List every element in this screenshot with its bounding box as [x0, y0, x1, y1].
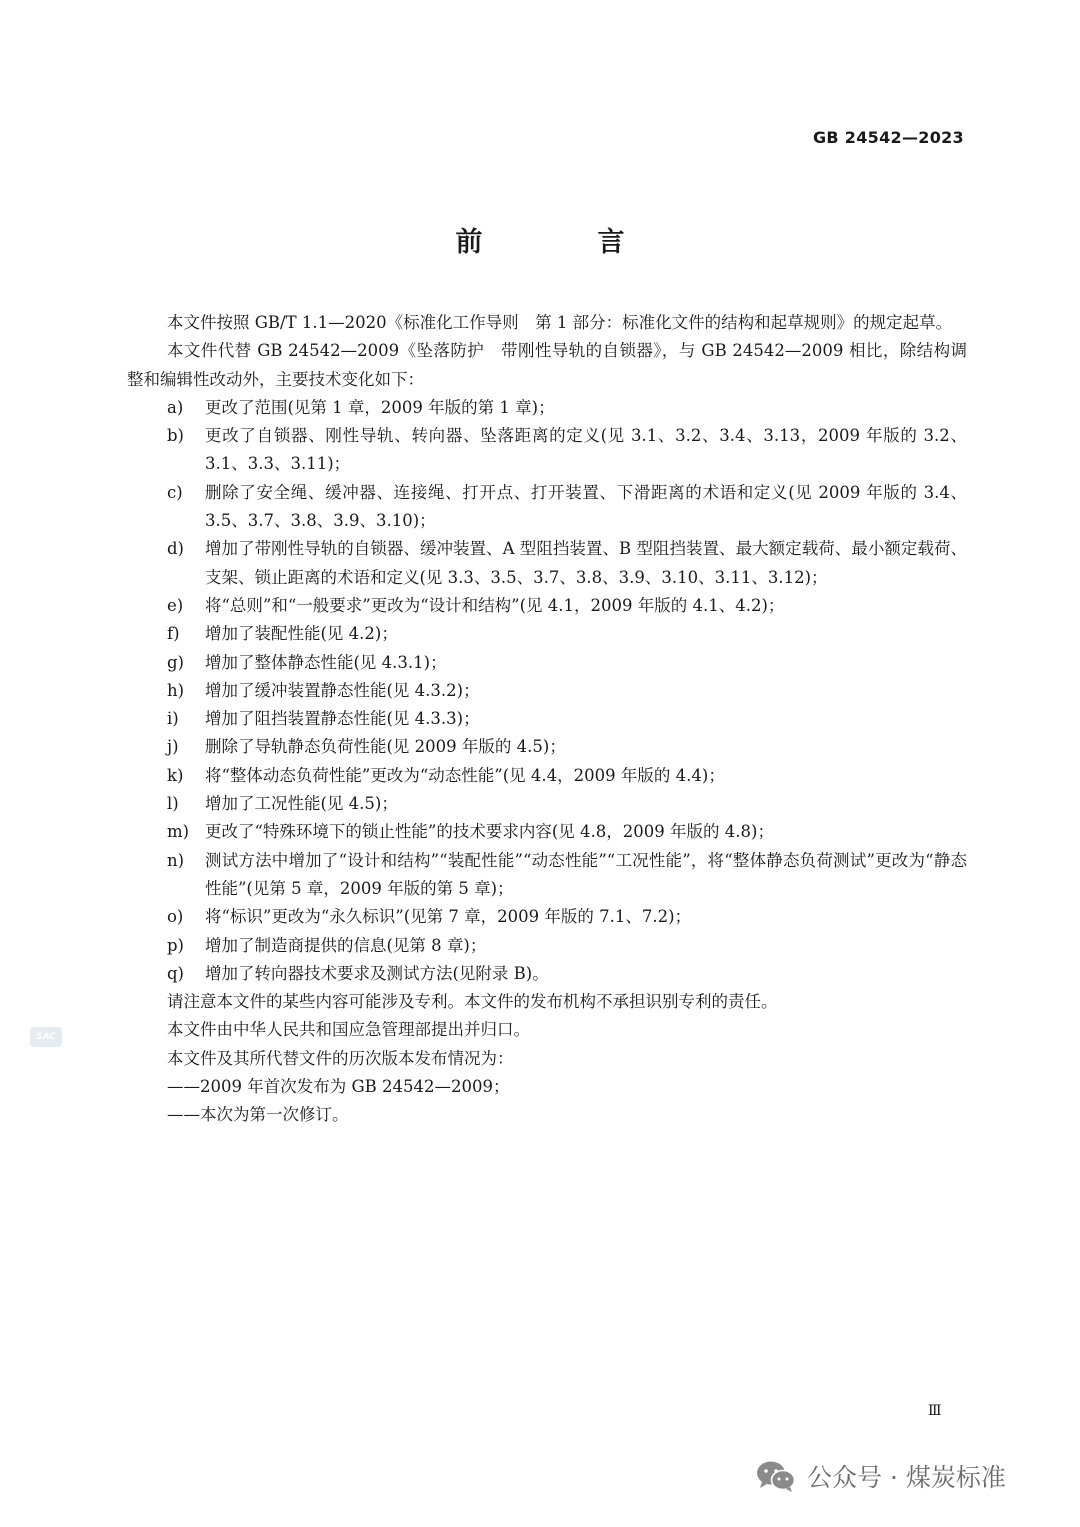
list-label: p)	[167, 935, 184, 955]
list-item	[127, 790, 967, 818]
list-item	[127, 762, 967, 790]
list-item	[127, 394, 967, 422]
list-text: 增加了转向器技术要求及测试方法(见附录 B)。	[205, 963, 549, 983]
list-text: 增加了缓冲装置静态性能(见 4.3.2)；	[205, 680, 480, 700]
list-item	[127, 847, 967, 904]
list-label: k)	[167, 765, 184, 785]
list-label: b)	[167, 426, 184, 446]
list-item	[127, 620, 967, 648]
list-item	[127, 932, 967, 960]
list-text: 测试方法中增加了“设计和结构”“装配性能”“动态性能”“工况性能”，将“整体静态负荷测试”更改为“静态性能”(见第 5 章，2009 年版的第 5 章)；	[205, 850, 967, 898]
history-item: ——本次为第一次修订。	[167, 1105, 349, 1125]
list-text: 将“总则”和“一般要求”更改为“设计和结构”(见 4.1，2009 年版的 4.1、4.2)；	[205, 595, 785, 615]
list-label: l)	[167, 794, 179, 814]
list-label: g)	[167, 652, 184, 672]
list-text: 增加了制造商提供的信息(见第 8 章)；	[205, 935, 487, 955]
list-label: f)	[167, 624, 180, 644]
document-body	[127, 309, 967, 1130]
list-item	[127, 733, 967, 761]
list-label: d)	[167, 539, 184, 559]
list-label: h)	[167, 680, 185, 700]
sac-watermark: SAC	[30, 1027, 62, 1047]
list-text: 删除了安全绳、缓冲器、连接绳、打开点、打开装置、下滑距离的术语和定义(见 2009 年版的 3.4、3.5、3.7、3.8、3.9、3.10)；	[205, 482, 967, 531]
list-label: m)	[167, 822, 190, 842]
list-item	[127, 677, 967, 705]
list-text: 增加了整体静态性能(见 4.3.1)；	[205, 652, 447, 672]
list-text: 增加了带刚性导轨的自锁器、缓冲装置、A 型阻挡装置、B 型阻挡装置、最大额定载荷、最小额定载荷、支架、锁止距离的术语和定义(见 3.3、3.5、3.7、3.8、3.9、3.10、3.11、3.12)；	[205, 539, 967, 587]
list-item	[127, 705, 967, 733]
list-label: i)	[167, 709, 179, 729]
list-item	[127, 422, 967, 479]
wechat-watermark	[755, 1458, 1006, 1494]
list-text: 更改了自锁器、刚性导轨、转向器、坠落距离的定义(见 3.1、3.2、3.4、3.13，2009 年版的 3.2、3.1、3.3、3.11)；	[205, 426, 967, 474]
list-item	[127, 592, 967, 620]
list-label: c)	[167, 482, 183, 502]
patent-note: 请注意本文件的某些内容可能涉及专利。本文件的发布机构不承担识别专利的责任。	[167, 992, 778, 1012]
list-label: n)	[167, 850, 185, 870]
list-text: 删除了导轨静态负荷性能(见 2009 年版的 4.5)；	[205, 737, 566, 757]
list-label: q)	[167, 963, 184, 983]
page-title: 前 言	[455, 227, 669, 258]
list-text: 将“标识”更改为“永久标识”(见第 7 章，2009 年版的 7.1、7.2)；	[205, 907, 692, 927]
change-list	[127, 394, 967, 988]
list-label: o)	[167, 907, 184, 927]
paragraph: 本文件代替 GB 24542—2009《坠落防护 带刚性导轨的自锁器》，与 GB 24542—2009 相比，除结构调整和编辑性改动外，主要技术变化如下：	[127, 341, 967, 389]
document-code: GB 24542—2023	[813, 128, 964, 147]
paragraph: 本文件按照 GB/T 1.1—2020《标准化工作导则 第 1 部分：标准化文件的结构和起草规则》的规定起草。	[167, 313, 953, 332]
list-label: j)	[167, 737, 179, 757]
paragraph: 本文件由中华人民共和国应急管理部提出并归口。	[167, 1020, 530, 1040]
watermark-text: 公众号 · 煤炭标准	[807, 1463, 1006, 1492]
paragraph: 本文件及其所代替文件的历次版本发布情况为：	[167, 1048, 514, 1068]
list-item	[127, 649, 967, 677]
list-text: 增加了阻挡装置静态性能(见 4.3.3)；	[205, 709, 480, 729]
list-label: a)	[167, 397, 184, 417]
list-item	[127, 903, 967, 931]
list-item	[127, 479, 967, 536]
list-item	[127, 960, 967, 988]
list-label: e)	[167, 595, 184, 615]
list-text: 更改了“特殊环境下的锁止性能”的技术要求内容(见 4.8，2009 年版的 4.8)；	[205, 822, 774, 842]
page-number: Ⅲ	[928, 1403, 942, 1419]
list-text: 更改了范围(见第 1 章，2009 年版的第 1 章)；	[205, 397, 555, 417]
history-item: ——2009 年首次发布为 GB 24542—2009；	[167, 1077, 510, 1097]
list-text: 增加了装配性能(见 4.2)；	[205, 624, 398, 644]
list-item	[127, 818, 967, 846]
list-text: 将“整体动态负荷性能”更改为“动态性能”(见 4.4，2009 年版的 4.4)；	[205, 765, 725, 785]
list-text: 增加了工况性能(见 4.5)；	[205, 794, 398, 814]
list-item	[127, 535, 967, 592]
wechat-icon	[755, 1459, 797, 1493]
